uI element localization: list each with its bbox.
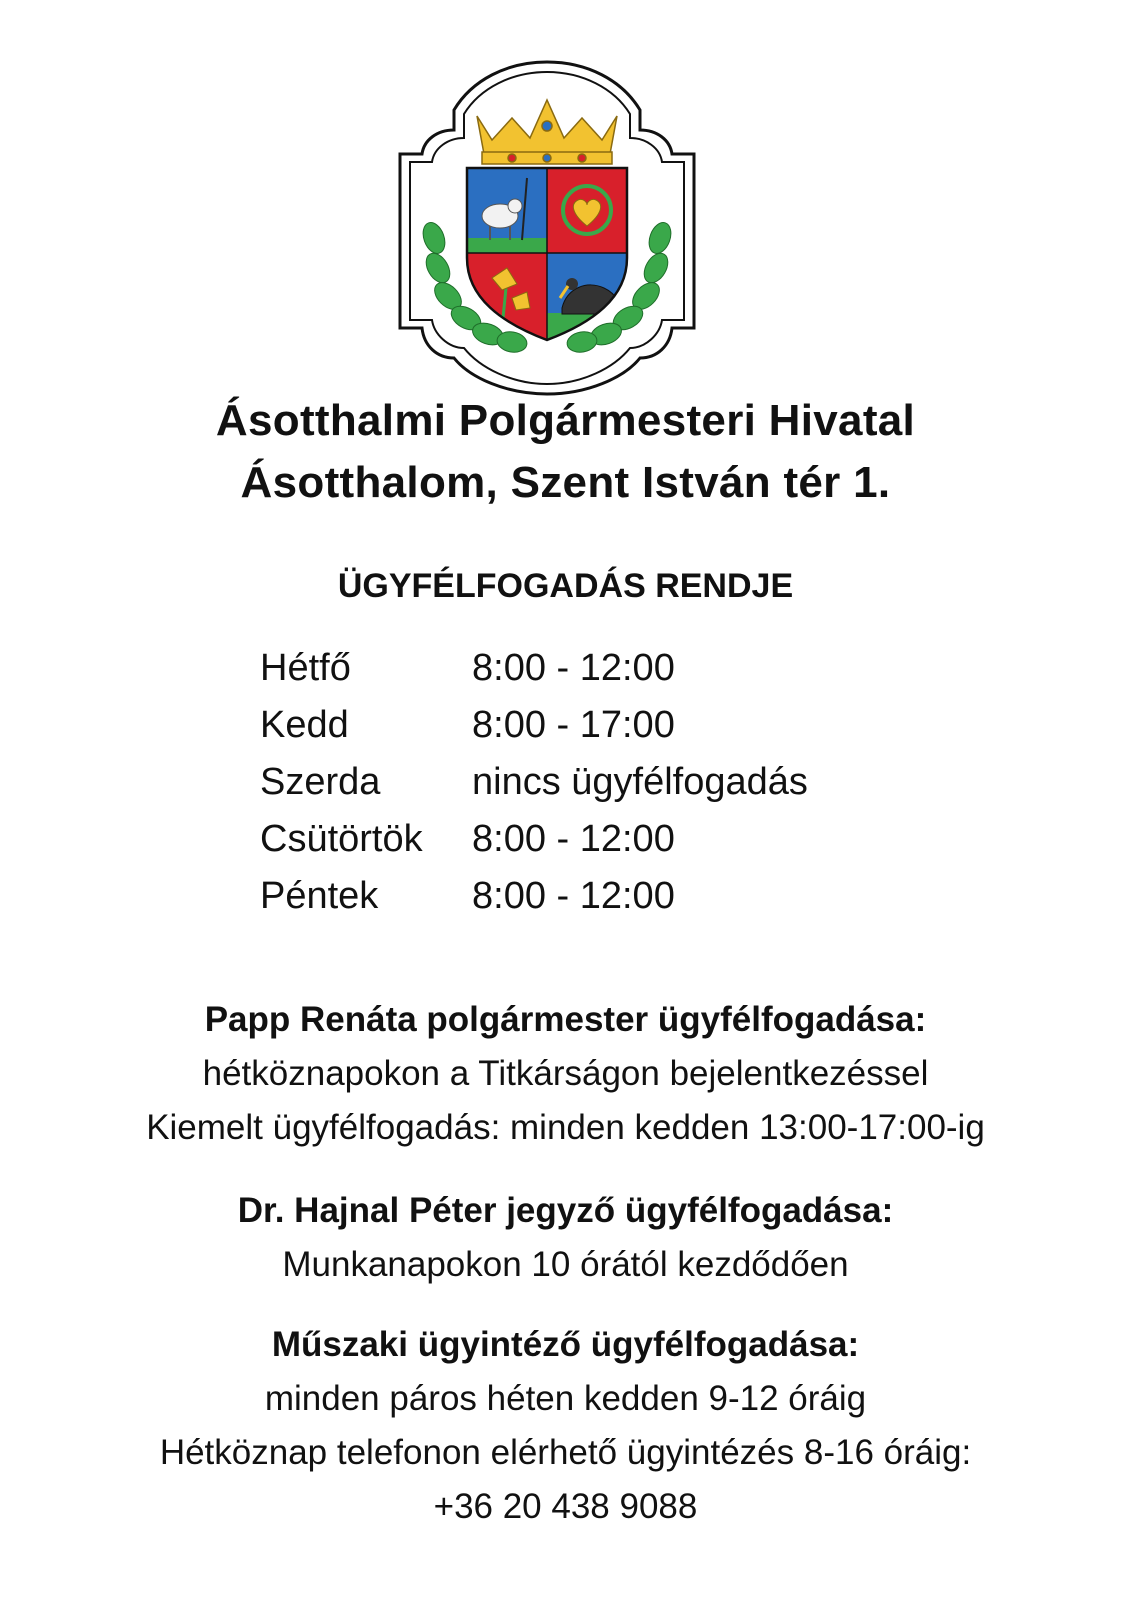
notary-reception-label: Dr. Hajnal Péter jegyző ügyfélfogadása: — [237, 1191, 894, 1230]
technical-reception-line-1: minden páros héten kedden 9-12 óráig — [264, 1379, 867, 1418]
hours-value: 8:00 - 12:00 — [472, 647, 675, 689]
schedule-row-wednesday — [260, 754, 808, 811]
schedule-row-thursday — [260, 811, 808, 868]
schedule-row-tuesday — [260, 697, 808, 754]
mayor-reception-line-2: Kiemelt ügyfélfogadás: minden kedden 13:00-17:00-ig — [146, 1108, 985, 1147]
phone-number: +36 20 438 9088 — [433, 1487, 698, 1526]
coat-of-arms-icon — [372, 58, 722, 398]
hours-value: 8:00 - 17:00 — [472, 704, 675, 746]
day-label: Kedd — [260, 704, 349, 746]
mayor-reception-label: Papp Renáta polgármester ügyfélfogadása: — [204, 1000, 927, 1039]
reception-schedule — [260, 640, 808, 925]
reception-heading: ÜGYFÉLFOGADÁS RENDJE — [337, 567, 794, 605]
schedule-row-monday — [260, 640, 808, 697]
office-address: Ásotthalom, Szent István tér 1. — [240, 458, 891, 507]
schedule-row-friday — [260, 868, 808, 925]
notary-reception-block — [0, 1184, 1131, 1292]
hours-value: 8:00 - 12:00 — [472, 875, 675, 917]
day-label: Péntek — [260, 875, 379, 917]
day-label: Hétfő — [260, 647, 351, 689]
notary-reception-line-1: Munkanapokon 10 órától kezdődően — [282, 1245, 849, 1284]
day-label: Szerda — [260, 761, 381, 803]
mayor-reception-block — [0, 993, 1131, 1155]
technical-reception-block — [0, 1318, 1131, 1534]
office-name: Ásotthalmi Polgármesteri Hivatal — [215, 396, 916, 445]
mayor-reception-line-1: hétköznapokon a Titkárságon bejelentkezéssel — [202, 1054, 929, 1093]
day-label: Csütörtök — [260, 818, 423, 860]
hours-value: 8:00 - 12:00 — [472, 818, 675, 860]
technical-reception-label: Műszaki ügyintéző ügyfélfogadása: — [271, 1325, 860, 1364]
hours-value: nincs ügyfélfogadás — [472, 761, 808, 803]
technical-reception-line-2: Hétköznap telefonon elérhető ügyintézés 8-16 óráig: — [159, 1433, 972, 1472]
